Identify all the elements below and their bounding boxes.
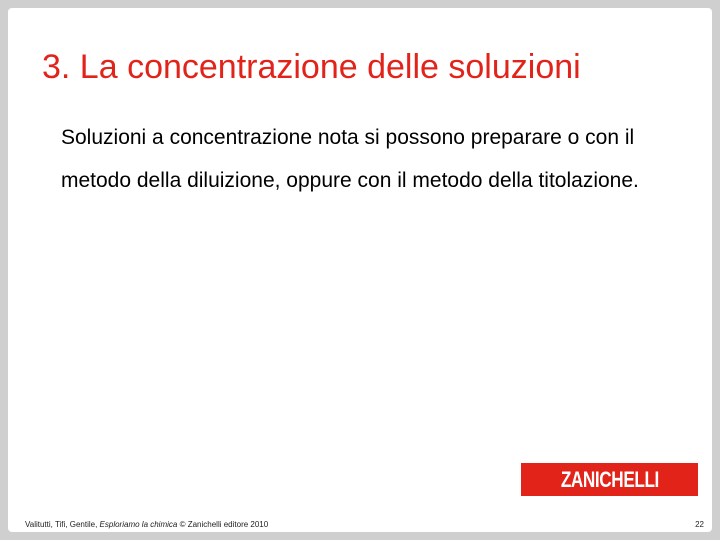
zanichelli-logo <box>521 463 698 496</box>
slide-title: 3. La concentrazione delle soluzioni <box>42 48 581 86</box>
footer-authors: Valitutti, Tifi, Gentile, <box>25 520 100 529</box>
page-number: 22 <box>695 520 704 529</box>
footer-publisher: © Zanichelli editore 2010 <box>177 520 269 529</box>
footer-citation <box>25 520 268 529</box>
slide <box>8 8 712 532</box>
logo-text: ZANICHELLI <box>560 466 659 492</box>
slide-body-text: Soluzioni a concentrazione nota si possono preparare o con il metodo della diluizione, oppure con il metodo della titolazione. <box>61 126 639 192</box>
footer-book-title: Esploriamo la chimica <box>99 520 178 529</box>
